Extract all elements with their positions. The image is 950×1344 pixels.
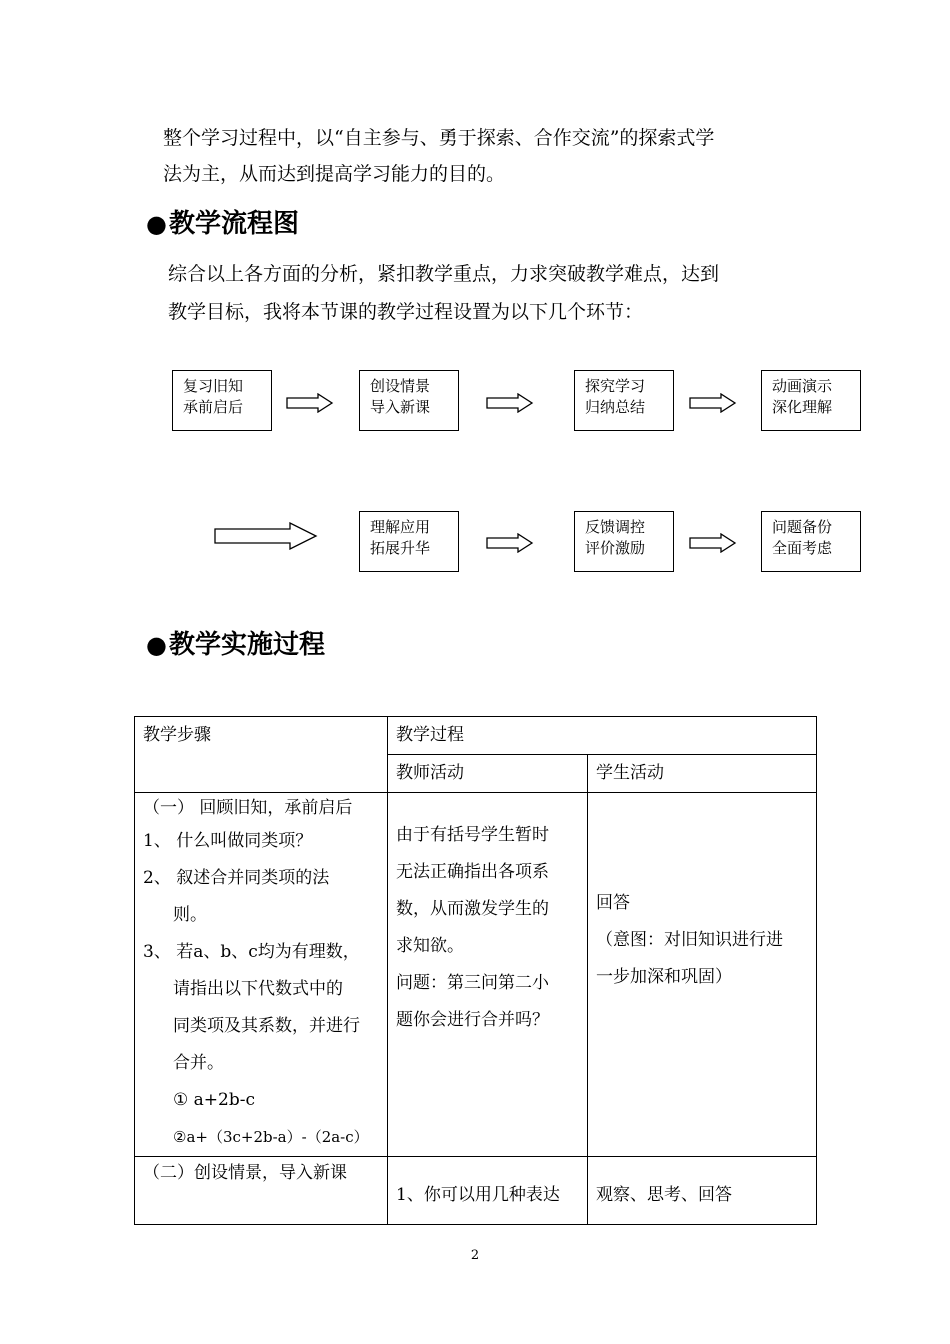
student-cell <box>588 793 817 1157</box>
teacher-cell <box>388 793 588 1157</box>
header-label: 学生活动 <box>596 763 664 783</box>
header-label: 教师活动 <box>396 763 464 783</box>
header-label: 教学步骤 <box>143 725 211 745</box>
arrow-right-icon <box>689 533 737 553</box>
header-process <box>388 717 817 755</box>
flow-box-line: 深化理解 <box>772 398 833 416</box>
step-line: 合并。 <box>173 1053 224 1073</box>
step-line: 1、 什么叫做同类项？ <box>143 831 313 851</box>
step-line: ②a+（3c+2b-a）-（2a-c） <box>173 1128 369 1146</box>
header-steps <box>135 717 388 793</box>
section-title: 教学流程图 <box>168 209 299 239</box>
flow-box-apply <box>359 511 459 572</box>
step-line: 同类项及其系数，并进行 <box>173 1016 360 1036</box>
table-row <box>135 793 817 1157</box>
flow-box-line: 理解应用 <box>370 518 431 536</box>
flow-box-feedback <box>574 511 674 572</box>
teacher-line: 求知欲。 <box>396 936 464 956</box>
flow-box-line: 拓展升华 <box>370 539 431 557</box>
step-line: （二）创设情景，导入新课 <box>143 1163 347 1183</box>
step-line: 请指出以下代数式中的 <box>173 979 343 999</box>
section-heading-flowchart <box>146 203 299 240</box>
flow-box-animation <box>761 370 861 431</box>
teacher-line: 由于有括号学生暂时 <box>396 825 549 845</box>
table-row <box>135 1157 817 1225</box>
teacher-line: 数，从而激发学生的 <box>396 899 549 919</box>
flow-box-review <box>172 370 272 431</box>
student-line: （意图：对旧知识进行进 <box>596 930 783 950</box>
student-cell <box>588 1157 817 1225</box>
flow-box-line: 探究学习 <box>585 377 646 395</box>
intro-line-2: 法为主，从而达到提高学习能力的目的。 <box>163 163 506 185</box>
flow-box-line: 复习旧知 <box>183 377 244 395</box>
flow-box-backup <box>761 511 861 572</box>
flow-box-line: 动画演示 <box>772 377 833 395</box>
header-teacher <box>388 755 588 793</box>
arrow-right-icon <box>286 393 334 413</box>
teacher-cell <box>388 1157 588 1225</box>
teacher-line: 无法正确指出各项系 <box>396 862 549 882</box>
flow-box-line: 评价激励 <box>585 539 646 557</box>
student-line: 一步加深和巩固） <box>596 967 732 987</box>
student-line: 回答 <box>596 893 630 913</box>
teacher-line: 题你会进行合并吗？ <box>396 1010 549 1030</box>
student-line: 观察、思考、回答 <box>596 1185 732 1205</box>
flow-box-line: 创设情景 <box>370 377 431 395</box>
header-label: 教学过程 <box>396 725 464 745</box>
flow-box-line: 归纳总结 <box>585 398 646 416</box>
flow-box-line: 问题备份 <box>772 518 833 536</box>
arrow-right-icon <box>486 393 534 413</box>
teaching-process-table <box>134 716 817 1225</box>
page-number: 2 <box>470 1248 480 1263</box>
step-line: 则。 <box>173 905 207 925</box>
section-title: 教学实施过程 <box>168 630 325 660</box>
bullet-icon: ● <box>146 210 167 238</box>
flow-box-explore <box>574 370 674 431</box>
section-heading-implementation <box>146 624 325 661</box>
flow-box-line: 反馈调控 <box>585 518 646 536</box>
arrow-right-icon <box>689 393 737 413</box>
flow-box-introduce <box>359 370 459 431</box>
step-cell <box>135 1157 388 1225</box>
flow-box-line: 全面考虑 <box>772 539 833 557</box>
step-line: （一） 回顾旧知，承前启后 <box>143 798 353 818</box>
section1-line-2: 教学目标，我将本节课的教学过程设置为以下几个环节： <box>168 301 644 323</box>
bullet-icon: ● <box>146 631 167 659</box>
arrow-right-icon <box>486 533 534 553</box>
step-line: 3、 若a、b、c均为有理数， <box>143 942 360 962</box>
header-student <box>588 755 817 793</box>
flow-box-line: 导入新课 <box>370 398 431 416</box>
step-line: 2、 叙述合并同类项的法 <box>143 868 330 888</box>
step-cell <box>135 793 388 1157</box>
section1-line-1: 综合以上各方面的分析，紧扣教学重点，力求突破教学难点，达到 <box>168 263 720 285</box>
arrow-right-long-icon <box>214 522 318 550</box>
teacher-line: 问题：第三问第二小 <box>396 973 549 993</box>
step-line: ① a+2b-c <box>173 1090 255 1110</box>
teacher-line: 1、你可以用几种表达 <box>396 1185 560 1205</box>
intro-line-1: 整个学习过程中，以“自主参与、勇于探索、合作交流”的探索式学 <box>163 127 715 149</box>
flow-box-line: 承前启后 <box>183 398 244 416</box>
